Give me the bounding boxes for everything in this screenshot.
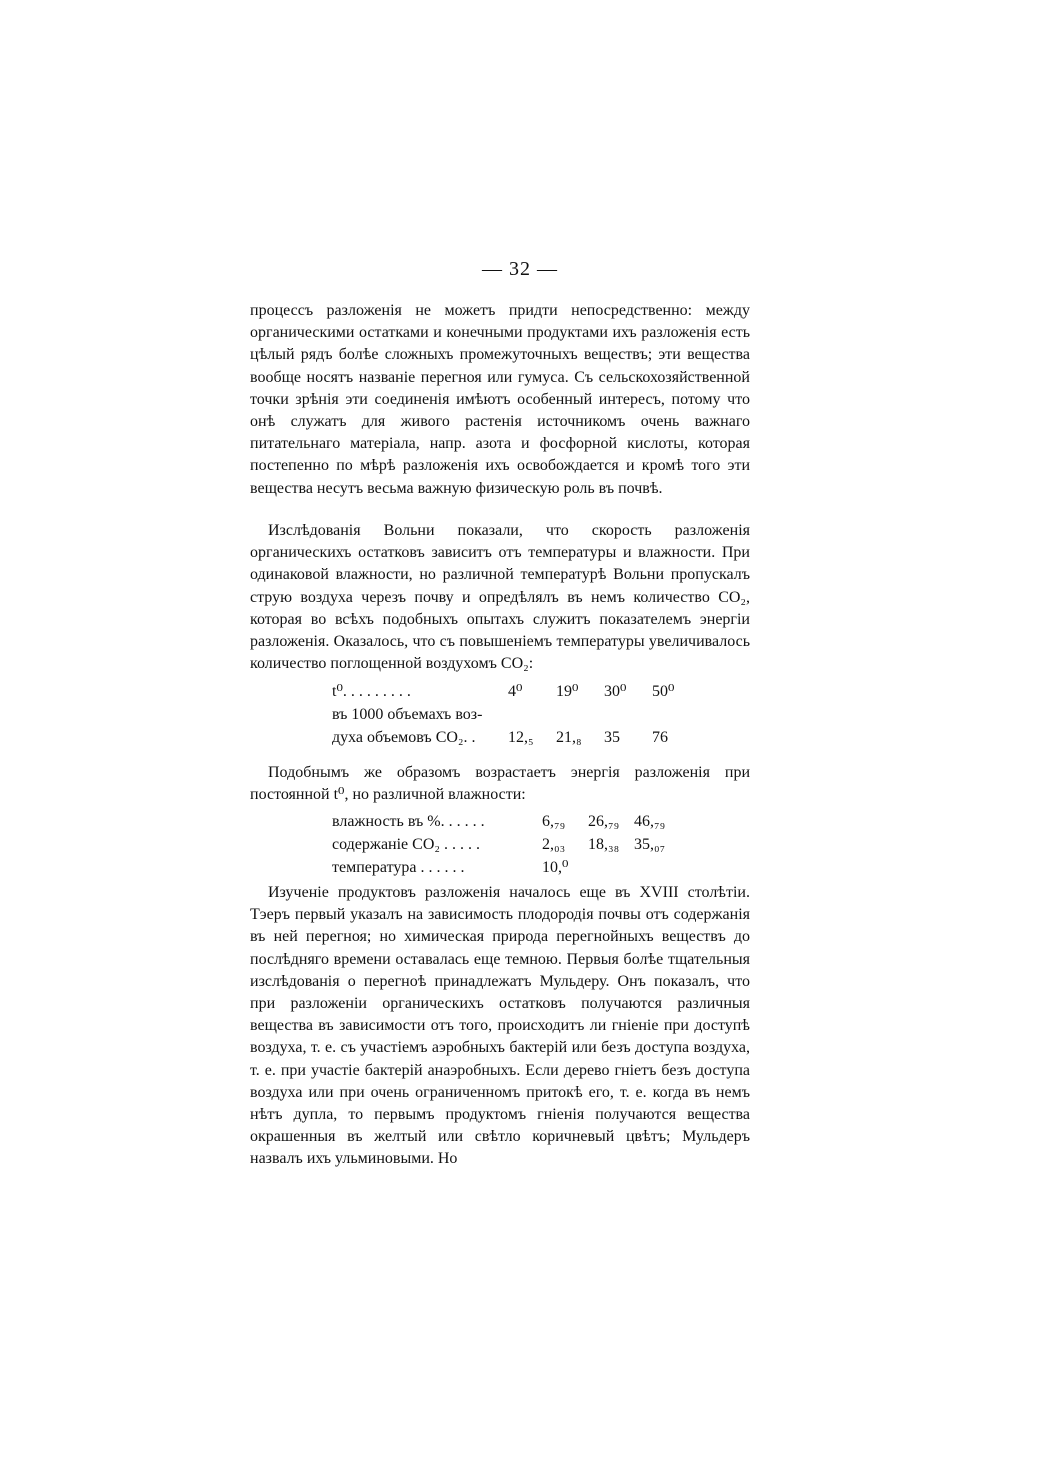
table-row (332, 856, 680, 879)
table-cell (588, 856, 634, 879)
table-label: температура . . . . . . (332, 859, 465, 876)
table-cell: 50⁰ (652, 683, 675, 700)
table-label: влажность въ %. . . . . . (332, 813, 485, 830)
paragraph-4: Изученіе продуктовъ разложенія началось еще въ XVIII столѣтіи. Тэеръ первый указалъ на зависимость плодородія почвы отъ содержанія въ ней перегноя; но химическая природа перегнойныхъ веществъ до послѣдняго времени оставалась еще темною. Первыя болѣе тщательныя изслѣдованія о перегноѣ принадлежатъ Мульдеру. Онъ показалъ, что при разложеніи органическихъ остатковъ получаются различныя вещества въ зависимости отъ того, происходитъ ли гніеніе при доступѣ воздуха, т. е. съ участіемъ аэробныхъ бактерій или безъ доступа воздуха, т. е. при участіе бактерій анаэробныхъ. Если дерево гніетъ безъ доступа воздуха или при очень ограниченномъ притокѣ его, т. е. когда въ немъ нѣтъ дупла, то первымъ продуктомъ гніенія получаются вещества окрашенныя въ желтый или свѣтло коричневый цвѣтъ; Мульдеръ назвалъ ихъ ульминовыми. Но (250, 884, 750, 1168)
page-number: — 32 — (482, 258, 558, 280)
table-row (332, 726, 700, 749)
table-label: духа объемовъ CO₂. . (332, 729, 476, 746)
table-row (332, 703, 700, 726)
table-row (332, 833, 680, 856)
paragraph-1: процессъ разложенія не можетъ придти непосредственно: между органическими остатками и конечными продуктами ихъ разложенія есть цѣлый рядъ болѣе сложныхъ промежуточныхъ веществъ; эти вещества вообще носятъ названіе перегноя или гумуса. Съ сельскохозяйственной точки зрѣнія эти соединенія имѣютъ особенный интересъ, потому что онѣ служатъ для живого растенія источникомъ очень важнаго питательнаго матеріала, напр. азота и фосфорной кислоты, которая постепенно по мѣрѣ разложенія ихъ освобождается и кромѣ того эти вещества несутъ весьма важную физическую роль въ почвѣ. (250, 302, 750, 497)
table-label: t⁰. . . . . . . . . (332, 683, 411, 700)
table-cell: 4⁰ (508, 683, 523, 700)
table-cell: 35 (604, 729, 620, 746)
table-row (332, 810, 680, 833)
table-cell: 6,₇₉ (542, 813, 566, 830)
table-cell: 21,₈ (556, 729, 582, 746)
table-cell: 19⁰ (556, 683, 579, 700)
table-cell: 10,⁰ (542, 859, 569, 876)
paragraph-3: Подобнымъ же образомъ возрастаетъ энергія разложенія при постоянной t⁰, но различной влажности: (250, 764, 750, 804)
table-cell: 2,₀₃ (542, 836, 566, 853)
temperature-table (332, 680, 700, 749)
table-label: въ 1000 объемахъ воз- (332, 706, 483, 723)
paragraph-2: Изслѣдованія Вольни показали, что скорость разложенія органическихъ остатковъ зависитъ отъ температуры и влажности. При одинаковой влажности, но различной температурѣ Вольни пропускалъ струю воздуха черезъ почву и опредѣлялъ въ немъ количество CO₂, которая во всѣхъ подобныхъ опытахъ служитъ показателемъ энергіи разложенія. Оказалось, что съ повышеніемъ температуры увеличивалось количество поглощенной воздухомъ CO₂: (250, 522, 750, 673)
table-cell: 30⁰ (604, 683, 627, 700)
table-cell: 18,₃₈ (588, 836, 620, 853)
table-cell: 12,₅ (508, 729, 534, 746)
table-cell: 46,₇₉ (634, 813, 666, 830)
table-label: содержаніе CO₂ . . . . . (332, 836, 480, 853)
humidity-table (332, 810, 680, 879)
table-cell: 26,₇₉ (588, 813, 620, 830)
table-row (332, 680, 700, 703)
table-cell (634, 856, 680, 879)
table-cell: 35,₀₇ (634, 836, 666, 853)
table-cell: 76 (652, 729, 668, 746)
